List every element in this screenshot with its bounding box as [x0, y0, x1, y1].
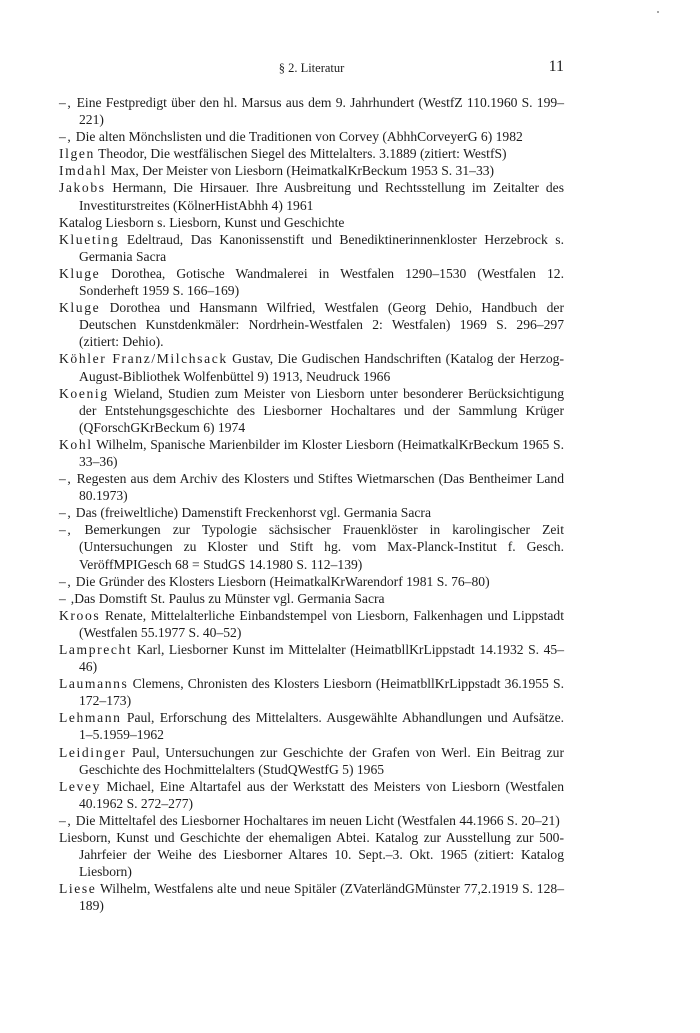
bibliography-entry — [59, 214, 564, 231]
page-number: 11 — [548, 58, 564, 75]
entry-text: Wilhelm, Spanische Marienbilder im Kloster Liesborn (HeimatkalKrBeckum 1965 S. 33–36) — [79, 436, 564, 469]
entry-author: Kohl — [59, 436, 93, 452]
entry-text: Paul, Untersuchungen zur Geschichte der Grafen von Werl. Ein Beitrag zur Geschichte des Hochmittelalters (StudQWestfG 5) 1965 — [79, 744, 564, 777]
entry-author: Köhler Franz/Milchsack — [59, 351, 228, 367]
entry-author: Lamprecht — [59, 642, 133, 657]
entry-text: Paul, Erforschung des Mittelalters. Ausgewählte Abhandlungen und Aufsätze. 1–5.1959–1962 — [79, 710, 564, 743]
bibliography-entry — [59, 778, 564, 812]
entry-author: Levey — [59, 778, 101, 794]
bibliography-entry — [59, 521, 564, 572]
bibliography-entry — [59, 470, 564, 504]
entry-text: Dorothea, Gotische Wandmalerei in Westfalen 1290–1530 (Westfalen 12. Sonderheft 1959 S. 166–169) — [79, 265, 564, 299]
entry-text: Dorothea und Hansmann Wilfried, Westfalen (Georg Dehio, Handbuch der Deutschen Kunstdenkmäler: Nordrhein-Westfalen 2: Westfalen) 1969 S. 296–297 (zitiert: Dehio). — [79, 300, 564, 350]
entry-author: Lehmann — [59, 710, 122, 726]
bibliography-entry — [59, 265, 564, 299]
bibliography-entry — [59, 385, 564, 436]
entry-author: Liese — [59, 881, 97, 897]
entry-text: Regesten aus dem Archiv des Klosters und Stiftes Wietmarschen (Das Bentheimer Land 80.1973) — [72, 471, 564, 504]
bibliography-entry — [59, 504, 564, 521]
entry-author: Kluge — [59, 265, 101, 281]
entry-text: Wilhelm, Westfalens alte und neue Spitäler (ZVaterländGMünster 77,2.1919 S. 128–189) — [79, 881, 564, 914]
entry-author: Kroos — [59, 607, 101, 623]
bibliography-entry — [59, 641, 564, 675]
entry-author: –, — [59, 812, 73, 828]
entry-text: ,Das Domstift St. Paulus zu Münster vgl. Germania Sacra — [67, 590, 385, 606]
bibliography-entry — [59, 436, 564, 470]
bibliography-entry — [59, 179, 564, 213]
entry-text: Theodor, Die westfälischen Siegel des Mittelalters. 3.1889 (zitiert: WestfS) — [94, 146, 507, 162]
bibliography-entry — [59, 675, 564, 709]
entry-text: Michael, Eine Altartafel aus der Werkstatt des Meisters von Liesborn (Westfalen 40.1962 S. 272–277) — [79, 778, 564, 811]
entry-author: Jakobs — [59, 180, 106, 196]
bibliography-entry — [59, 880, 564, 914]
entry-author: – — [59, 590, 68, 606]
entry-author: –, — [59, 471, 73, 487]
section-title: § 2. Literatur — [278, 61, 345, 75]
entry-text: Max, Der Meister von Liesborn (HeimatkalKrBeckum 1953 S. 31–33) — [107, 163, 495, 179]
entry-text: Liesborn, Kunst und Geschichte der ehemaligen Abtei. Katalog zur Ausstellung zur 500-Jahrfeier der Weihe des Liesborner Altares 10. Sept.–3. Okt. 1965 (zitiert: Katalog Liesborn) — [59, 830, 564, 880]
entry-author: Kluge — [59, 300, 101, 316]
entry-text: Katalog Liesborn s. Liesborn, Kunst und Geschichte — [59, 214, 345, 230]
entry-text: Eine Festpredigt über den hl. Marsus aus dem 9. Jahrhundert (WestfZ 110.1960 S. 199–221) — [72, 95, 564, 128]
entry-text: Gustav, Die Gudischen Handschriften (Katalog der Herzog-August-Bibliothek Wolfenbüttel 9) 1913, Neudruck 1966 — [79, 351, 564, 384]
entry-author: –, — [59, 505, 73, 521]
entry-author: Laumanns — [59, 676, 129, 692]
entry-text: Renate, Mittelalterliche Einbandstempel von Liesborn, Falkenhagen und Lippstadt (Westfalen 55.1977 S. 40–52) — [79, 607, 564, 640]
entry-author: Koenig — [59, 385, 109, 401]
bibliography-entry — [59, 709, 564, 743]
entry-text: Edeltraud, Das Kanonissenstift und Benediktinerinnenkloster Herzebrock s. Germania Sacra — [79, 231, 564, 264]
bibliography-entry — [59, 128, 564, 145]
bibliography-entry — [59, 231, 564, 265]
bibliography-entry — [59, 299, 564, 350]
entry-text: Die Gründer des Klosters Liesborn (HeimatkalKrWarendorf 1981 S. 76–80) — [72, 573, 490, 589]
entry-text: Wieland, Studien zum Meister von Liesborn unter besonderer Berücksichtigung der Entstehungsgeschichte des Liesborner Hochaltares und der Sammlung Krüger (QForschGKrBeckum 6) 1974 — [79, 385, 564, 435]
entry-author: Imdahl — [59, 163, 108, 179]
entry-author: –, — [59, 129, 73, 145]
bibliography-entry — [59, 829, 564, 880]
bibliography-entry — [59, 573, 564, 590]
entry-text: Bemerkungen zur Typologie sächsischer Frauenklöster in karolingischer Zeit (Untersuchungen zu Kloster und Stift hg. vom Max-Planck-Institut f. Gesch. VeröffMPIGesch 68 = StudGS 14.1980 S. 112–139) — [72, 522, 564, 572]
entry-text: Karl, Liesborner Kunst im Mittelalter (HeimatbllKrLippstadt 14.1932 S. 45–46) — [79, 642, 564, 675]
entry-author: –, — [59, 95, 73, 110]
bibliography-entry — [59, 607, 564, 641]
bibliography-entry — [59, 812, 564, 829]
bibliography-entry — [59, 744, 564, 778]
entry-author: Klueting — [59, 231, 120, 247]
bibliography-entry — [59, 162, 564, 179]
bibliography-entry — [59, 350, 564, 384]
entry-text: Clemens, Chronisten des Klosters Liesborn (HeimatbllKrLippstadt 36.1955 S. 172–173) — [79, 676, 564, 709]
entry-author: –, — [59, 573, 73, 589]
bibliography-entry — [59, 94, 564, 128]
entry-author: Leidinger — [59, 744, 127, 760]
entry-author: Ilgen — [59, 146, 95, 162]
entry-text: Das (freiweltliche) Damenstift Freckenhorst vgl. Germania Sacra — [72, 505, 431, 521]
scan-speck — [657, 11, 659, 13]
bibliography-list — [59, 94, 564, 915]
entry-author: –, — [59, 522, 73, 538]
running-header — [59, 58, 564, 78]
entry-text: Hermann, Die Hirsauer. Ihre Ausbreitung und Rechtsstellung im Zeitalter des Investiturstreites (KölnerHistAbhh 4) 1961 — [79, 180, 564, 213]
bibliography-entry — [59, 590, 564, 607]
bibliography-entry — [59, 145, 564, 162]
entry-text: Die alten Mönchslisten und die Traditionen von Corvey (AbhhCorveyerG 6) 1982 — [72, 129, 523, 145]
entry-text: Die Mitteltafel des Liesborner Hochaltares im neuen Licht (Westfalen 44.1966 S. 20–21) — [72, 812, 560, 828]
